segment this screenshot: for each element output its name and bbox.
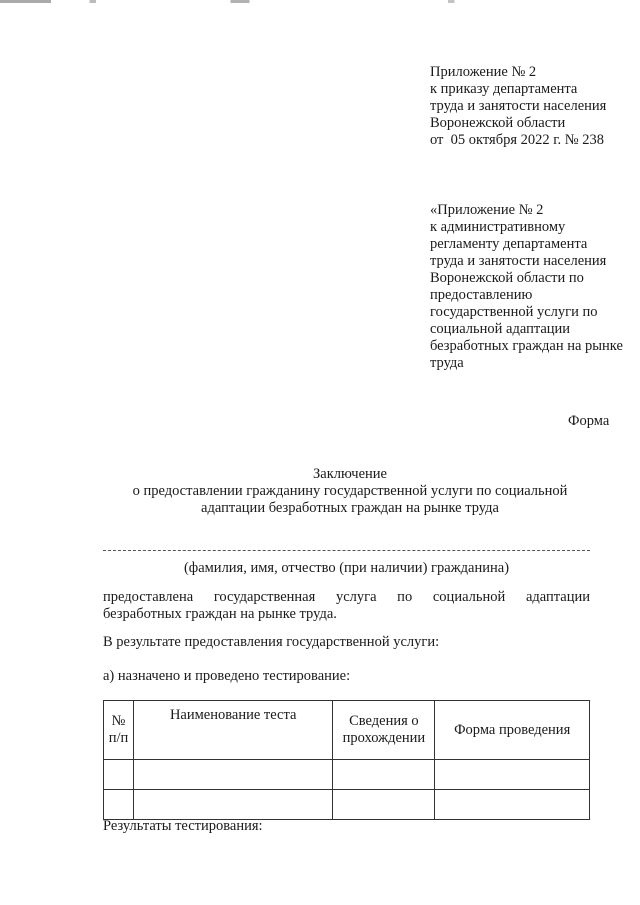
table-cell	[104, 760, 134, 790]
regulation-attachment-line: регламенту департамента	[430, 236, 588, 252]
citizen-name-caption: (фамилия, имя, отчество (при наличии) гражданина)	[183, 560, 510, 576]
title-line: адаптации безработных граждан на рынке труда	[201, 500, 499, 516]
regulation-attachment-line: «Приложение № 2	[430, 202, 544, 218]
header-completion-info	[333, 701, 435, 760]
title-line: Заключение	[313, 466, 387, 482]
tests-table	[103, 700, 590, 820]
order-attachment-line: Приложение № 2	[430, 64, 537, 80]
regulation-attachment-line: безработных граждан на рынке	[430, 338, 623, 354]
table-cell	[435, 760, 590, 790]
table-cell	[333, 790, 435, 820]
header-info-line: Сведения о	[349, 713, 419, 729]
table-cell	[133, 760, 333, 790]
order-attachment	[430, 64, 606, 149]
header-number-line: п/п	[108, 730, 129, 746]
table-cell	[104, 790, 134, 820]
regulation-attachment	[430, 202, 623, 372]
table-cell	[435, 790, 590, 820]
regulation-attachment-line: труда и занятости населения	[430, 253, 607, 269]
test-results-label: Результаты тестирования:	[103, 818, 263, 834]
regulation-attachment-line: к административному	[430, 219, 566, 235]
table-cell	[333, 760, 435, 790]
regulation-attachment-line: предоставлению	[430, 287, 533, 303]
form-label: Форма	[568, 413, 610, 429]
item-a-testing: а) назначено и проведено тестирование:	[103, 668, 351, 684]
order-attachment-line: от 05 октября 2022 г. № 238	[430, 132, 605, 148]
order-attachment-line: Воронежской области	[430, 115, 566, 131]
order-attachment-line: к приказу департамента	[430, 81, 578, 97]
document-title	[100, 466, 600, 517]
table-cell	[133, 790, 333, 820]
service-provided-paragraph	[103, 589, 590, 623]
table-row	[104, 790, 590, 820]
result-intro: В результате предоставления государственной услуги:	[103, 634, 440, 650]
header-number-line: №	[111, 713, 126, 729]
header-info-line: прохождении	[342, 730, 426, 746]
regulation-attachment-line: Воронежской области по	[430, 270, 584, 286]
regulation-attachment-line: труда	[430, 355, 464, 371]
body-line: предоставлена государственная услуга по социальной адаптации	[103, 589, 590, 605]
order-attachment-line: труда и занятости населения	[430, 98, 607, 114]
table-row	[104, 760, 590, 790]
regulation-attachment-line: государственной услуги по	[430, 304, 598, 320]
citizen-name-field-line	[103, 550, 590, 551]
title-line: о предоставлении гражданину государственной услуги по социальной	[132, 483, 568, 499]
tests-table-header-row	[104, 701, 590, 760]
header-test-name: Наименование теста	[133, 701, 333, 760]
regulation-attachment-line: социальной адаптации	[430, 321, 571, 337]
body-line: безработных граждан на рынке труда.	[103, 606, 337, 622]
header-number	[104, 701, 134, 760]
scan-artifact-top	[0, 0, 640, 3]
header-form: Форма проведения	[435, 701, 590, 760]
